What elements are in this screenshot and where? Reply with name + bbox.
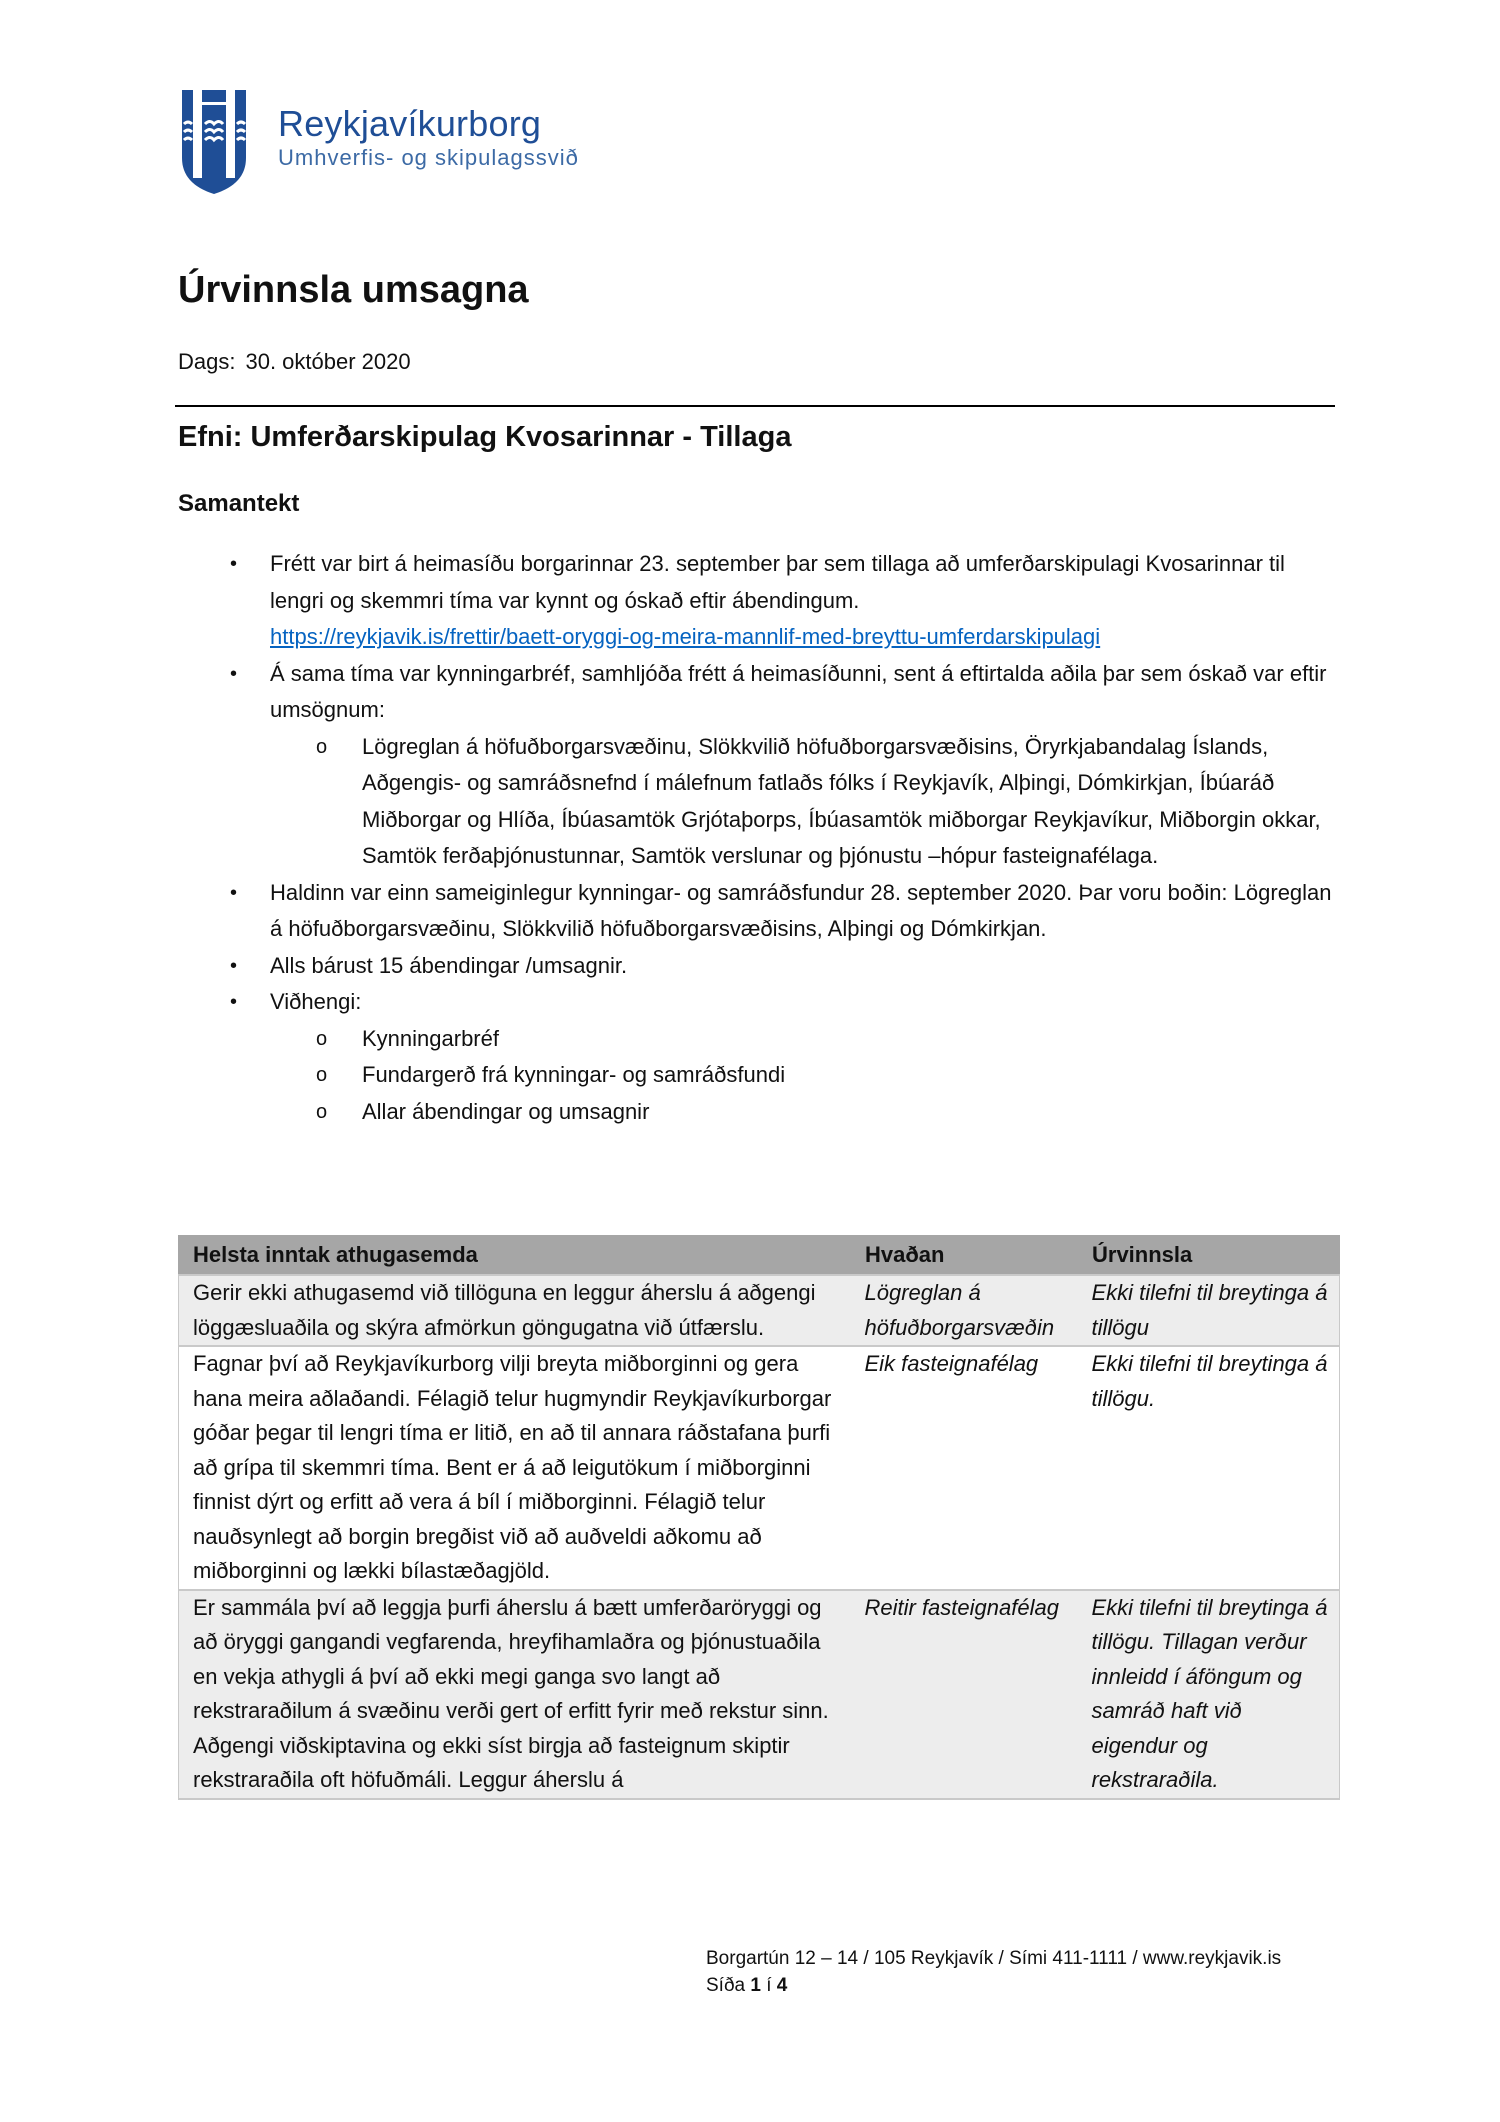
bullet-icon: •: [230, 991, 238, 1013]
subject-heading: Efni: Umferðarskipulag Kvosarinnar - Tillaga: [178, 421, 792, 453]
summary-item-meeting: [178, 875, 1338, 948]
news-link[interactable]: https://reykjavik.is/frettir/baett-oryggi-og-meira-mannlif-med-breyttu-umferdarskipulagi: [270, 624, 1101, 649]
sub-bullet-icon: o: [316, 1027, 328, 1050]
attachment-text: Fundargerð frá kynningar- og samráðsfundi: [362, 1062, 786, 1087]
reykjavik-shield-icon: [180, 88, 248, 196]
summary-item-letter: [178, 656, 1338, 875]
table-row: [179, 1275, 1340, 1346]
source-cell: Lögreglan á höfuðborgarsvæðin: [851, 1275, 1078, 1346]
column-header-source: Hvaðan: [851, 1236, 1078, 1276]
bullet-icon: •: [230, 662, 238, 685]
summary-item-attachments: [178, 984, 1338, 1130]
column-header-comment: Helsta inntak athugasemda: [179, 1236, 851, 1276]
processing-cell: Ekki tilefni til breytinga á tillögu: [1078, 1275, 1340, 1346]
summary-heading: Samantekt: [178, 490, 300, 517]
recipients-item: [178, 729, 1338, 875]
comment-cell: Gerir ekki athugasemd við tillöguna en leggur áherslu á aðgengi löggæsluaðila og skýra afmörkun göngugatna við útfærslu.: [179, 1275, 851, 1346]
summary-item-count: [178, 948, 1338, 985]
processing-cell: Ekki tilefni til breytinga á tillögu.: [1078, 1346, 1340, 1590]
attachment-item: [178, 1094, 1338, 1131]
recipients-text: Lögreglan á höfuðborgarsvæðinu, Slökkvilið höfuðborgarsvæðisins, Öryrkjabandalag Íslands, Aðgengis- og samráðsnefnd í málefnum fatlaðs fólks í Reykjavík, Alþingi, Dómkirkjan, Íbúaráð Miðborgar og Hlíða, Íbúasamtök Grjótaþorps, Íbúasamtök miðborgar Reykjavíkur, Miðborgin okkar, Samtök ferðaþjónustunnar, Samtök verslunar og þjónustu –hópur fasteignafélaga.: [362, 733, 1321, 868]
source-cell: Eik fasteignafélag: [851, 1346, 1078, 1590]
page-footer: [706, 1945, 1281, 1999]
date-line: [178, 347, 411, 377]
divider: [175, 405, 1335, 407]
comment-cell: Er sammála því að leggja þurfi áherslu á bætt umferðaröryggi og að öryggi gangandi vegfarenda, hreyfihamlaðra og þjónustuaðila en vekja athygli á því að ekki megi ganga svo langt að rekstraraðilum á svæðinu verði gert of erfitt fyrir með rekstur sinn. Aðgengi viðskiptavina og ekki síst birgja að fasteignum skiptir rekstraraðila oft höfuðmáli. Leggur áherslu á: [179, 1590, 851, 1799]
attachment-text: Allar ábendingar og umsagnir: [362, 1098, 650, 1124]
attachment-text: Kynningarbréf: [362, 1025, 499, 1051]
summary-item-news: [178, 546, 1338, 656]
date-value: 30. október 2020: [245, 349, 411, 374]
source-cell: Reitir fasteignafélag: [851, 1590, 1078, 1799]
bullet-icon: •: [230, 954, 238, 977]
processing-cell: Ekki tilefni til breytinga á tillögu. Tillagan verður innleidd í áföngum og samráð haft við eigendur og rekstraraðila.: [1078, 1590, 1340, 1799]
summary-item-text: Haldinn var einn sameiginlegur kynningar- og samráðsfundur 28. september 2020. Þar voru boðin: Lögreglan á höfuðborgarsvæðinu, Slökkvilið höfuðborgarsvæðisins, Alþingi og Dómkirkjan.: [270, 879, 1332, 941]
sub-bullet-icon: o: [316, 735, 328, 758]
table-row: [179, 1346, 1340, 1590]
column-header-processing: Úrvinnsla: [1078, 1236, 1340, 1276]
sub-bullet-icon: o: [316, 1064, 328, 1086]
attachment-item: [178, 1021, 1338, 1058]
summary-item-text: Viðhengi:: [270, 989, 362, 1014]
page-number: [706, 1972, 1281, 1999]
department-name: Umhverfis- og skipulagssvið: [278, 145, 579, 170]
org-name: Reykjavíkurborg: [278, 103, 542, 144]
page-separator: í: [766, 1975, 772, 1996]
comment-cell: Fagnar því að Reykjavíkurborg vilji breyta miðborginni og gera hana meira aðlaðandi. Félagið telur hugmyndir Reykjavíkurborgar góðar þegar til lengri tíma er litið, en að til annara ráðstafana þurfi að grípa til skemmri tíma. Bent er á að leigutökum í miðborginni finnist dýrt og erfitt að vera á bíl í miðborginni. Félagið telur nauðsynlegt að borgin bregðist við að auðveldi aðkomu að miðborginni og lækki bílastæðagjöld.: [179, 1346, 851, 1590]
page-prefix: Síða: [706, 1975, 746, 1996]
sub-bullet-icon: o: [316, 1100, 328, 1123]
summary-item-text: Á sama tíma var kynningarbréf, samhljóða frétt á heimasíðunni, sent á eftirtalda aðila þar sem óskað var eftir umsögnum:: [270, 660, 1327, 722]
bullet-icon: •: [230, 881, 238, 904]
table-row: [179, 1590, 1340, 1799]
summary-item-text: Alls bárust 15 ábendingar /umsagnir.: [270, 952, 628, 978]
logo: [180, 88, 579, 196]
footer-address: Borgartún 12 – 14 / 105 Reykjavík / Sími 411-1111 / www.reykjavik.is: [706, 1948, 1282, 1969]
summary-list: [178, 546, 1338, 1130]
page-total: 4: [776, 1975, 788, 1996]
bullet-icon: •: [230, 553, 238, 575]
page-title: Úrvinnsla umsagna: [178, 269, 529, 311]
date-label: Dags:: [178, 349, 236, 374]
page-current: 1: [750, 1975, 761, 1996]
attachment-item: [178, 1057, 1338, 1094]
comments-table: [178, 1235, 1340, 1800]
summary-item-text: Frétt var birt á heimasíðu borgarinnar 23. september þar sem tillaga að umferðarskipulagi Kvosarinnar til lengri og skemmri tíma var kynnt og óskað eftir ábendingum.: [270, 551, 1285, 613]
table-header-row: [179, 1236, 1340, 1276]
